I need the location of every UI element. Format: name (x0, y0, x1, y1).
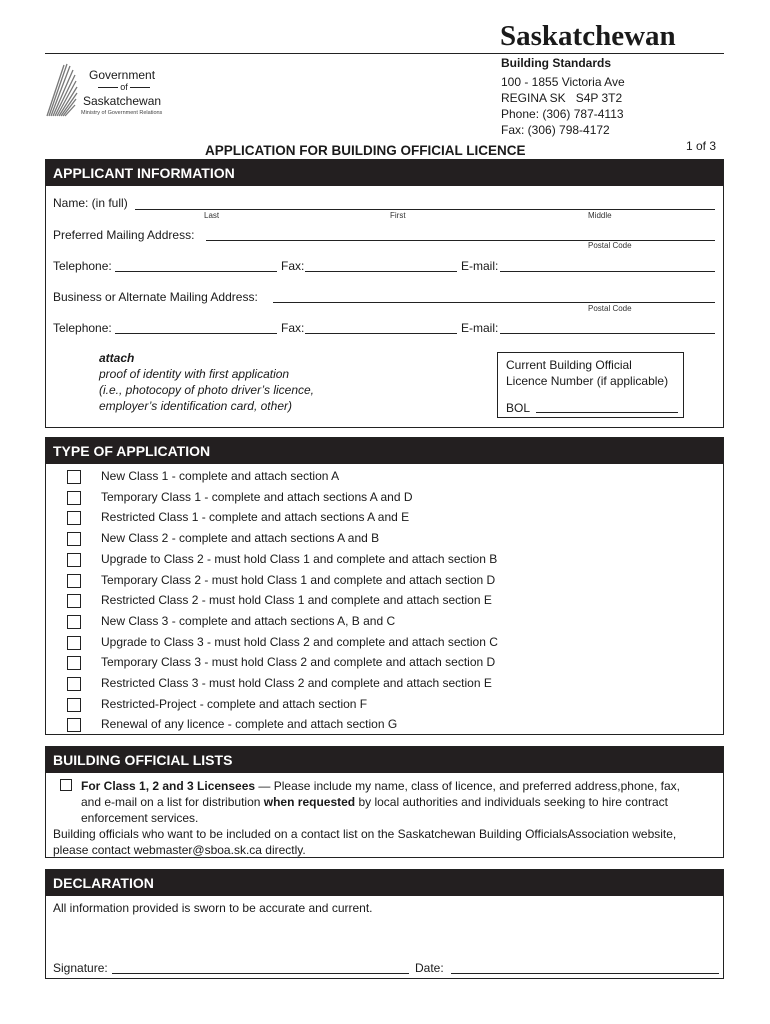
application-type-label: Restricted Class 3 - must hold Class 2 and complete and attach section E (101, 676, 492, 690)
application-type-checkbox[interactable] (67, 677, 81, 691)
business-address-field[interactable] (273, 302, 715, 303)
government-logo (45, 62, 175, 122)
fax-line: Fax: (306) 798-4172 (501, 123, 610, 137)
application-type-label: Temporary Class 2 - must hold Class 1 and complete and attach section D (101, 572, 496, 587)
last-name-caption: Last (204, 211, 220, 220)
list-opt-in-text-2b: by local authorities and individuals seeking to hire contract (355, 795, 668, 809)
application-type-checkbox[interactable] (67, 511, 81, 525)
logo-ministry: Ministry of Government Relations (81, 110, 163, 116)
licence-box-line: Licence Number (if applicable) (506, 374, 669, 388)
signature-field[interactable] (112, 973, 409, 974)
application-type-label: New Class 1 - complete and attach section A (101, 469, 340, 483)
attach-note (99, 350, 314, 414)
application-type-checkbox[interactable] (67, 636, 81, 650)
province-title: Saskatchewan (500, 20, 676, 52)
application-type-checkbox[interactable] (67, 615, 81, 629)
email-field[interactable] (500, 271, 715, 272)
first-name-caption: First (390, 211, 406, 220)
application-type-checkbox[interactable] (67, 718, 81, 732)
application-type-checkbox[interactable] (67, 656, 81, 670)
licence-box-line: Current Building Official (506, 358, 632, 372)
list-opt-in-text (81, 778, 680, 826)
application-type-checkbox[interactable] (67, 698, 81, 712)
telephone-label: Telephone: (53, 259, 112, 273)
attach-title: attach (99, 351, 135, 365)
sboa-note (53, 826, 676, 858)
email-label: E-mail: (461, 259, 499, 273)
list-opt-in-bold: when requested (263, 795, 356, 809)
sboa-note-line: please contact webmaster@sboa.sk.ca directly. (53, 843, 306, 857)
application-type-label: Temporary Class 3 - must hold Class 2 and complete and attach section D (101, 655, 496, 670)
list-opt-in-checkbox[interactable] (60, 779, 72, 791)
mailing-address-field[interactable] (206, 240, 715, 241)
address-line: REGINA SK S4P 3T2 (501, 91, 623, 105)
business-address-label: Business or Alternate Mailing Address: (53, 290, 258, 304)
list-opt-in-text-1: — Please include my name, class of licence, and preferred address,phone, fax, (255, 779, 680, 793)
telephone-field[interactable] (115, 271, 277, 272)
email-field-2[interactable] (500, 333, 715, 334)
telephone-field-2[interactable] (115, 333, 277, 334)
wheat-sheaf-icon (45, 62, 81, 118)
application-type-label: New Class 2 - complete and attach sections A and B (101, 531, 380, 546)
postal-code-caption: Postal Code (588, 241, 632, 250)
bol-field[interactable] (536, 412, 678, 413)
email-label-2: E-mail: (461, 321, 499, 335)
address-line: 100 - 1855 Victoria Ave (501, 75, 625, 89)
date-field[interactable] (451, 973, 719, 974)
address-block (501, 74, 625, 138)
logo-government: Government (89, 68, 156, 82)
logo-of-line (89, 82, 159, 92)
dept-name: Building Standards (501, 56, 612, 70)
header-rule (45, 53, 724, 54)
phone-line: Phone: (306) 787-4113 (501, 107, 624, 121)
attach-line: proof of identity with first application (99, 367, 290, 381)
application-type-checkbox[interactable] (67, 553, 81, 567)
application-type-label: Restricted Class 1 - complete and attach sections A and E (101, 510, 410, 525)
date-label: Date: (415, 961, 444, 975)
licence-number-box (497, 352, 684, 418)
list-opt-in-line (81, 794, 680, 810)
fax-label-2: Fax: (281, 321, 305, 335)
fax-field-2[interactable] (305, 333, 457, 334)
list-opt-in-text-3: enforcement services. (81, 811, 199, 825)
middle-name-caption: Middle (588, 211, 612, 220)
form-title: APPLICATION FOR BUILDING OFFICIAL LICENCE (205, 143, 526, 158)
list-opt-in-text-2a: and e-mail on a list for distribution (81, 795, 264, 809)
application-type-label: Upgrade to Class 2 - must hold Class 1 and complete and attach section B (101, 551, 498, 566)
fax-label: Fax: (281, 259, 305, 273)
telephone-label-2: Telephone: (53, 321, 112, 335)
mailing-address-label: Preferred Mailing Address: (53, 228, 195, 242)
fax-field[interactable] (305, 271, 457, 272)
signature-label: Signature: (53, 961, 108, 975)
declaration-section (45, 869, 724, 979)
bol-label: BOL (506, 401, 531, 415)
section-title: DECLARATION (46, 870, 723, 896)
application-type-checkbox[interactable] (67, 532, 81, 546)
application-type-label: Renewal of any licence - complete and attach section G (101, 717, 398, 732)
application-type-checkbox[interactable] (67, 574, 81, 588)
list-opt-in-line (81, 778, 680, 794)
postal-code-caption: Postal Code (588, 304, 632, 313)
application-type-label: Upgrade to Class 3 - must hold Class 2 and complete and attach section C (101, 634, 498, 649)
name-field[interactable] (135, 209, 715, 210)
section-title: BUILDING OFFICIAL LISTS (46, 747, 723, 773)
application-type-checkbox[interactable] (67, 470, 81, 484)
application-type-checkbox[interactable] (67, 594, 81, 608)
attach-line: (i.e., photocopy of photo driver’s licence, (99, 383, 315, 397)
declaration-statement: All information provided is sworn to be accurate and current. (53, 901, 373, 915)
section-title: APPLICANT INFORMATION (46, 160, 723, 186)
application-type-label: Restricted-Project - complete and attach section F (101, 696, 368, 711)
name-label: Name: (in full) (53, 196, 128, 210)
sboa-note-line: Building officials who want to be included on a contact list on the Saskatchewan Building OfficialsAssociation website, (53, 827, 677, 841)
application-type-label: New Class 3 - complete and attach sections A, B and C (101, 613, 396, 628)
application-type-label: Restricted Class 2 - must hold Class 1 and complete and attach section E (101, 593, 492, 608)
list-opt-in-lead: For Class 1, 2 and 3 Licensees (81, 779, 256, 793)
attach-line: employer’s identification card, other) (99, 399, 292, 413)
application-type-checkbox[interactable] (67, 491, 81, 505)
logo-saskatchewan: Saskatchewan (83, 94, 162, 108)
logo-of: of (120, 82, 128, 92)
page-indicator: 1 of 3 (686, 139, 717, 153)
application-type-label: Temporary Class 1 - complete and attach sections A and D (101, 489, 413, 504)
section-title: TYPE OF APPLICATION (46, 438, 723, 464)
